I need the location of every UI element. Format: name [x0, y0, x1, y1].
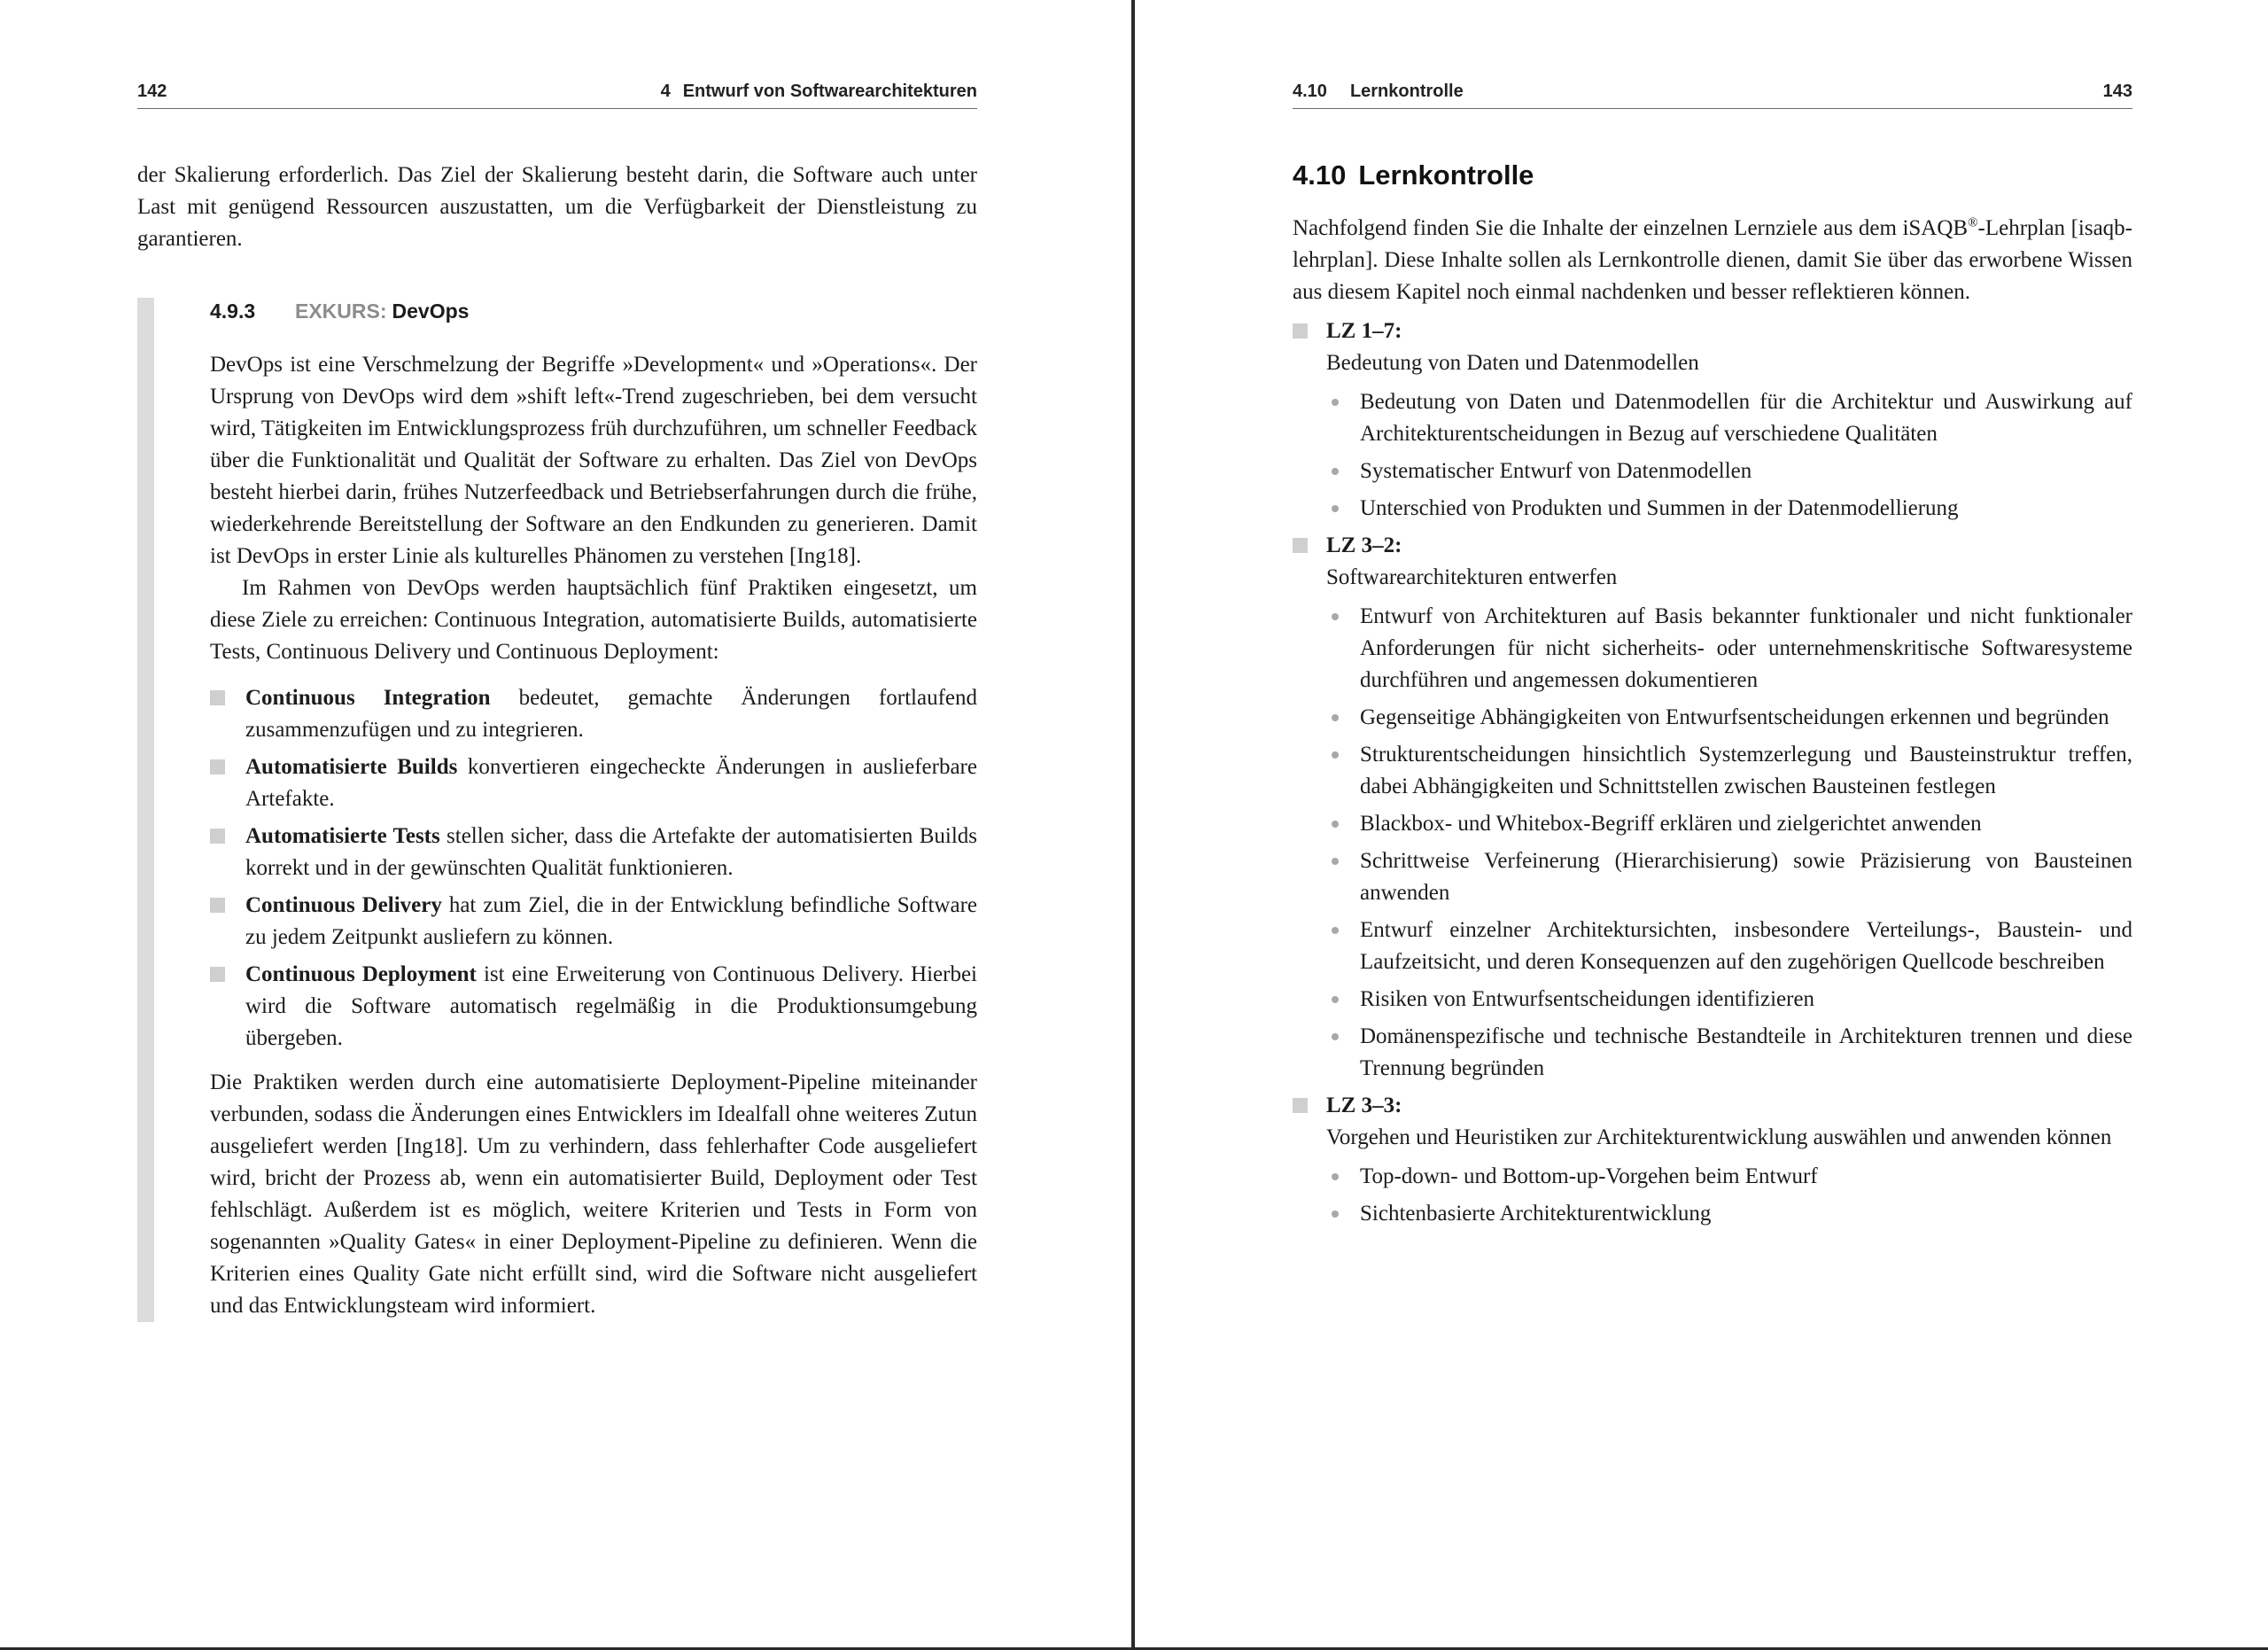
- objective-items: [1326, 1161, 2132, 1230]
- left-body: [137, 160, 977, 1322]
- list-item: [1326, 702, 2132, 734]
- square-bullet-icon: [210, 829, 225, 844]
- excursus-number: 4.9.3: [210, 300, 256, 323]
- excursus-title: DevOps: [392, 300, 470, 323]
- list-item: [210, 959, 977, 1055]
- left-page: [0, 0, 1133, 1650]
- right-page: [1135, 0, 2268, 1650]
- intro-paragraph: der Skalierung erforderlich. Das Ziel der Skalierung besteht darin, die Software auch unter Last mit genügend Ressourcen auszustatten, um die Verfügbarkeit der Dienstleistung zu garantieren.: [137, 163, 977, 251]
- list-item: [1326, 915, 2132, 978]
- practice-text: bedeutet, gemachte Änderungen fortlaufend zusammenzufügen und zu integrieren.: [245, 686, 977, 742]
- bullet-dot-icon: [1332, 468, 1339, 475]
- bullet-dot-icon: [1332, 613, 1339, 620]
- practice-text: stellen sicher, dass die Artefakte der automatisierten Builds korrekt und in der gewünschten Qualität funktionieren.: [245, 824, 977, 880]
- square-bullet-icon: [1293, 323, 1308, 339]
- chapter-header: [661, 82, 977, 102]
- chapter-number: 4: [660, 82, 671, 101]
- practices-list: [210, 682, 977, 1055]
- learning-objective: [1293, 530, 2132, 1085]
- item-text: Entwurf von Architekturen auf Basis bekannter funktionaler und nicht funktionaler Anforderungen für nicht sicherheits- oder unternehmenskritische Softwaresysteme durchführen und angemessen dokumentieren: [1360, 604, 2132, 692]
- list-item: [210, 682, 977, 746]
- objective-id: LZ 3–3:: [1326, 1094, 1402, 1117]
- item-text: Gegenseitige Abhängigkeiten von Entwurfsentscheidungen erkennen und begründen: [1360, 705, 2109, 729]
- intro-paragraph: [1293, 213, 2132, 308]
- objective-subtitle: Bedeutung von Daten und Datenmodellen: [1326, 351, 1699, 375]
- item-text: Top-down- und Bottom-up-Vorgehen beim Entwurf: [1360, 1164, 1818, 1188]
- practice-term: Automatisierte Tests: [245, 824, 440, 848]
- section-number: 4.10: [1293, 160, 1347, 191]
- bullet-dot-icon: [1332, 1210, 1339, 1218]
- practice-text: konvertieren eingecheckte Änderungen in auslieferbare Artefakte.: [245, 755, 977, 811]
- registered-mark: ®: [1968, 215, 1978, 230]
- list-item: [1326, 1161, 2132, 1193]
- item-text: Entwurf einzelner Architektursichten, insbesondere Verteilungs-, Baustein- und Laufzeitsicht, und deren Konsequenzen auf den zugehörigen Quellcode beschreiben: [1360, 918, 2132, 974]
- page-number: 143: [2102, 82, 2132, 101]
- page-number: 142: [137, 82, 167, 101]
- objective-id: LZ 1–7:: [1326, 319, 1402, 343]
- item-text: Risiken von Entwurfsentscheidungen identifizieren: [1360, 987, 1815, 1011]
- item-text: Sichtenbasierte Architekturentwicklung: [1360, 1202, 1712, 1226]
- chapter-title: Entwurf von Softwarearchitekturen: [682, 82, 977, 101]
- learning-objective: [1293, 315, 2132, 525]
- running-header-left: [137, 80, 977, 109]
- list-item: [210, 751, 977, 815]
- square-bullet-icon: [1293, 538, 1308, 553]
- square-bullet-icon: [210, 898, 225, 913]
- excursus-label: EXKURS:: [295, 300, 387, 323]
- item-text: Systematischer Entwurf von Datenmodellen: [1360, 459, 1752, 483]
- square-bullet-icon: [1293, 1098, 1308, 1113]
- section-header: [1293, 82, 1464, 102]
- objective-items: [1326, 601, 2132, 1085]
- practice-text: hat zum Ziel, die in der Entwicklung befindliche Software zu jedem Zeitpunkt ausliefern zu können.: [245, 893, 977, 949]
- intro-text: -Lehrplan [isaqb-lehrplan]. Diese Inhalte sollen als Lernkontrolle dienen, damit Sie über das erworbene Wissen aus diesem Kapitel noch einmal nachdenken und besser reflektieren können.: [1293, 216, 2132, 304]
- learning-objective: [1293, 1090, 2132, 1230]
- item-text: Bedeutung von Daten und Datenmodellen für die Architektur und Auswirkung auf Architekturentscheidungen in Bezug auf verschiedene Qualitäten: [1360, 390, 2132, 446]
- objective-id: LZ 3–2:: [1326, 533, 1402, 557]
- square-bullet-icon: [210, 967, 225, 982]
- header-section-title: Lernkontrolle: [1349, 82, 1464, 101]
- list-item: [1326, 739, 2132, 803]
- item-text: Blackbox- und Whitebox-Begriff erklären und zielgerichtet anwenden: [1360, 812, 1982, 836]
- excursus-paragraph-2: Im Rahmen von DevOps werden hauptsächlich fünf Praktiken eingesetzt, um diese Ziele zu erreichen: Continuous Integration, automatisierte Builds, automatisierte Tests, Continuous Delivery und Continuous Deployment:: [210, 576, 977, 664]
- excursus-bar: [137, 298, 154, 1322]
- practice-term: Continuous Deployment: [245, 962, 477, 986]
- item-text: Unterschied von Produkten und Summen in der Datenmodellierung: [1360, 496, 1959, 520]
- objective-subtitle: Softwarearchitekturen entwerfen: [1326, 565, 1618, 589]
- list-item: [1326, 386, 2132, 450]
- list-item: [1326, 455, 2132, 487]
- bullet-dot-icon: [1332, 927, 1339, 934]
- practice-text: ist eine Erweiterung von Continuous Delivery. Hierbei wird die Software automatisch regelmäßig in die Produktionsumgebung übergeben.: [245, 962, 977, 1050]
- bullet-dot-icon: [1332, 821, 1339, 828]
- bullet-dot-icon: [1332, 505, 1339, 512]
- practice-term: Automatisierte Builds: [245, 755, 458, 779]
- list-item: [1326, 845, 2132, 909]
- bullet-dot-icon: [1332, 996, 1339, 1003]
- item-text: Schrittweise Verfeinerung (Hierarchisierung) sowie Präzisierung von Bausteinen anwenden: [1360, 849, 2132, 905]
- intro-text: Nachfolgend finden Sie die Inhalte der einzelnen Lernziele aus dem iSAQB: [1293, 216, 1969, 240]
- excursus-paragraph-3: Die Praktiken werden durch eine automatisierte Deployment-Pipeline miteinander verbunden, sodass die Änderungen eines Entwicklers im Idealfall ohne weiteres Zutun ausgeliefert werden [Ing18]. Um zu verhindern, dass fehlerhafter Code ausgeliefert wird, bricht der Prozess ab, wenn ein automatisierter Build, Deployment oder Test fehlschlägt. Außerdem ist es möglich, weitere Kriterien und Tests in Form von sogenannten »Quality Gates« in einer Deployment-Pipeline zu definieren. Wenn die Kriterien eines Quality Gate nicht erfüllt sind, wird die Software nicht ausgeliefert und das Entwicklungsteam wird informiert.: [210, 1070, 977, 1318]
- right-body: [1293, 158, 2132, 1235]
- excursus-box: [137, 298, 977, 1322]
- bullet-dot-icon: [1332, 858, 1339, 865]
- excursus-paragraph-1: DevOps ist eine Verschmelzung der Begriffe »Development« und »Operations«. Der Ursprung von DevOps wird dem »shift left«-Trend zugeschrieben, bei dem versucht wird, Tätigkeiten im Entwicklungsprozess früh durchzuführen, um schneller Feedback über die Funktionalität und Qualität der Software zu erhalten. Das Ziel von DevOps besteht hierbei darin, frühes Nutzerfeedback und Betriebserfahrungen durch die frühe, wiederkehrende Bereitstellung der Software an den Endkunden zu generieren. Damit ist DevOps in erster Linie als kulturelles Phänomen zu verstehen [Ing18].: [210, 353, 977, 568]
- section-heading: [1293, 158, 2132, 193]
- learning-objectives-list: [1293, 315, 2132, 1230]
- practice-term: Continuous Integration: [245, 686, 491, 710]
- list-item: [1326, 601, 2132, 697]
- list-item: [210, 890, 977, 953]
- square-bullet-icon: [210, 759, 225, 774]
- section-title: Lernkontrolle: [1358, 160, 1534, 191]
- objective-subtitle: Vorgehen und Heuristiken zur Architekturentwicklung auswählen und anwenden können: [1326, 1125, 2112, 1149]
- bullet-dot-icon: [1332, 1173, 1339, 1180]
- practice-term: Continuous Delivery: [245, 893, 442, 917]
- bullet-dot-icon: [1332, 1033, 1339, 1040]
- header-section-number: 4.10: [1293, 82, 1327, 101]
- bullet-dot-icon: [1332, 714, 1339, 721]
- list-item: [1326, 1198, 2132, 1230]
- list-item: [1326, 984, 2132, 1016]
- item-text: Domänenspezifische und technische Bestandteile in Architekturen trennen und diese Trennung begründen: [1360, 1024, 2132, 1080]
- running-header-right: [1293, 80, 2132, 109]
- bullet-dot-icon: [1332, 751, 1339, 759]
- list-item: [1326, 493, 2132, 525]
- list-item: [1326, 1021, 2132, 1085]
- bullet-dot-icon: [1332, 399, 1339, 406]
- excursus-heading: [210, 298, 977, 324]
- list-item: [1326, 808, 2132, 840]
- list-item: [210, 821, 977, 884]
- item-text: Strukturentscheidungen hinsichtlich Systemzerlegung und Bausteinstruktur treffen, dabei Abhängigkeiten und Schnittstellen zwischen Bausteinen festlegen: [1360, 743, 2132, 798]
- square-bullet-icon: [210, 690, 225, 705]
- objective-items: [1326, 386, 2132, 525]
